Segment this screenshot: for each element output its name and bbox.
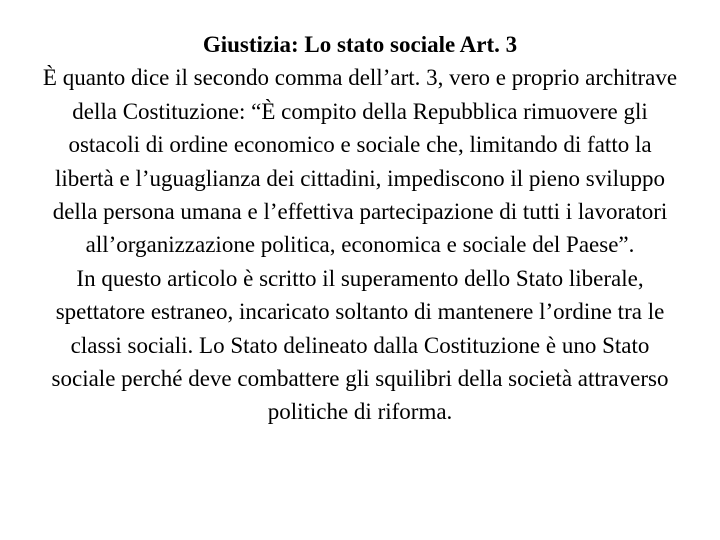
paragraph-article-quote: È quanto dice il secondo comma dell’art. 3, vero e proprio architrave della Costituzione: “È compito della Repubblica rimuovere gli ostacoli di ordine economico e sociale che, limitando di fatto la libertà e l’uguaglianza dei cittadini, impediscono il pieno sviluppo della persona umana e l’effettiva partecipazione di tutti i lavoratori all’organizzazione politica, economica e sociale del Paese”.: [42, 65, 678, 258]
slide-title: Giustizia: Lo stato sociale Art. 3: [202, 32, 518, 57]
paragraph-social-state: In questo articolo è scritto il superamento dello Stato liberale, spettatore estraneo, incaricato soltanto di mantenere l’ordine tra le classi sociali. Lo Stato delineato dalla Costituzione è uno Stato sociale perché deve combattere gli squilibri della società attraverso politiche di riforma.: [51, 265, 669, 425]
